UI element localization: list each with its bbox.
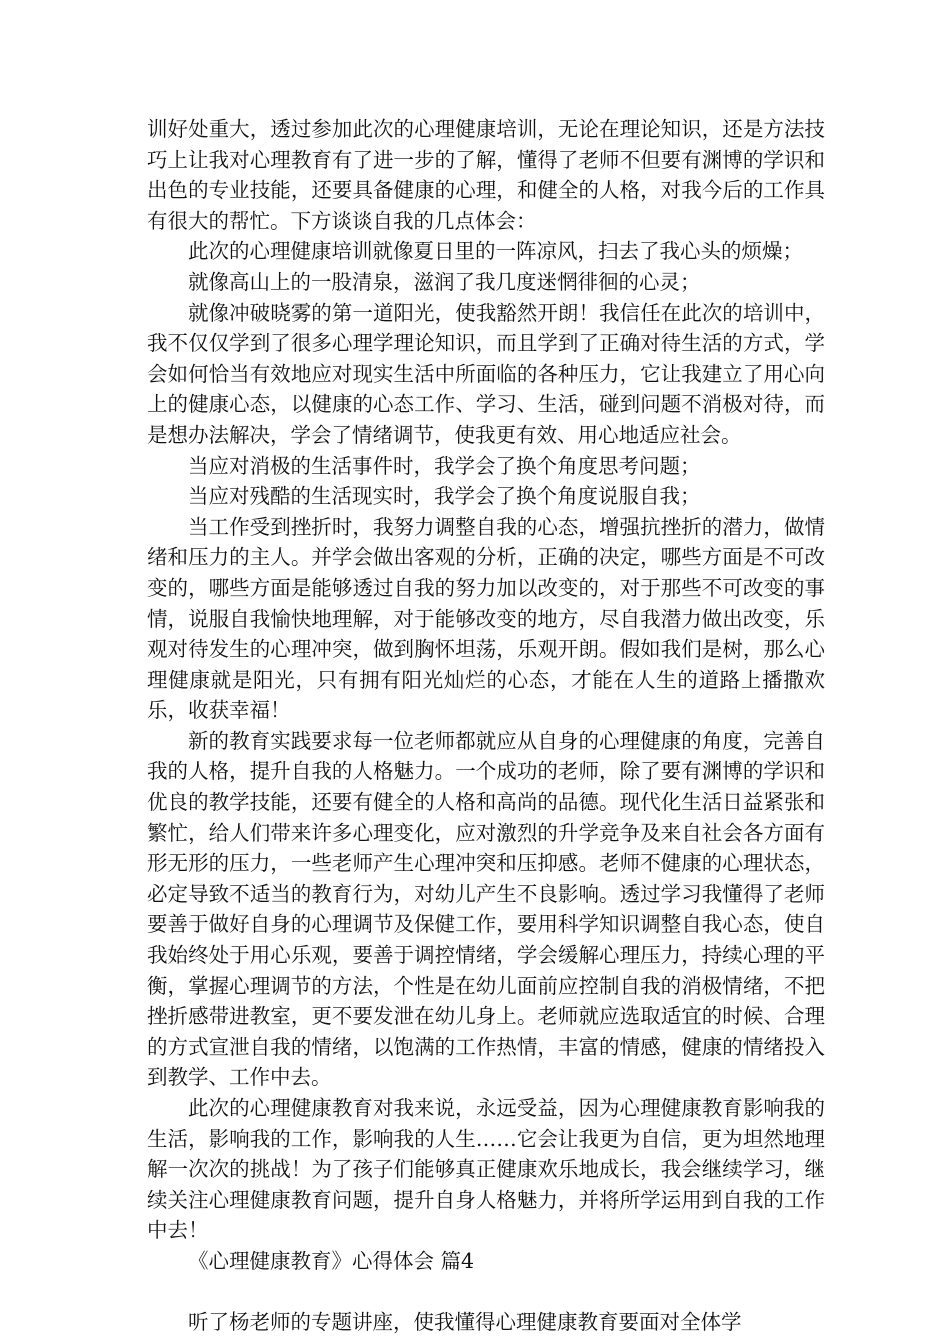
blank-line: [147, 1277, 825, 1308]
paragraph: 当工作受到挫折时，我努力调整自我的心态，增强抗挫折的潜力，做情绪和压力的主人。并学会做出客观的分析，正确的决定，哪些方面是不可改变的，哪些方面是能够透过自我的努力加以改变的，对于那些不可改变的事情，说服自我愉快地理解，对于能够改变的地方，尽自我潜力做出改变，乐观对待发生的心理冲突，做到胸怀坦荡，乐观开朗。假如我们是树，那么心理健康就是阳光，只有拥有阳光灿烂的心态，才能在人生的道路上播撒欢乐，收获幸福！: [147, 514, 825, 723]
paragraph: 就像冲破晓雾的第一道阳光，使我豁然开朗！我信任在此次的培训中，我不仅仅学到了很多心理学理论知识，而且学到了正确对待生活的方式，学会如何恰当有效地应对现实生活中所面临的各种压力，它让我建立了用心向上的健康心态，以健康的心态工作、学习、生活，碰到问题不消极对待，而是想办法解决，学会了情绪调节，使我更有效、用心地适应社会。: [147, 300, 825, 447]
paragraph: 新的教育实践要求每一位老师都就应从自身的心理健康的角度，完善自我的人格，提升自我的人格魅力。一个成功的老师，除了要有渊博的学识和优良的教学技能，还要有健全的人格和高尚的品德。现代化生活日益紧张和繁忙，给人们带来许多心理变化，应对激烈的升学竞争及来自社会各方面有形无形的压力，一些老师产生心理冲突和压抑感。老师不健康的心理状态，必定导致不适当的教育行为，对幼儿产生不良影响。透过学习我懂得了老师要善于做好自身的心理调节及保健工作，要用科学知识调整自我心态，使自我始终处于用心乐观，要善于调控情绪，学会缓解心理压力，持续心理的平衡，掌握心理调节的方法，个性是在幼儿面前应控制自我的消极情绪，不把挫折感带进教室，更不要发泄在幼儿身上。老师就应选取适宜的时候、合理的方式宣泄自我的情绪，以饱满的工作热情，丰富的情感，健康的情绪投入到教学、工作中去。: [147, 728, 825, 1090]
paragraph: 当应对残酷的生活现实时，我学会了换个角度说服自我；: [188, 484, 701, 509]
paragraph: 此次的心理健康教育对我来说，永远受益，因为心理健康教育影响我的生活，影响我的工作，影响我的人生……它会让我更为自信，更为坦然地理解一次次的挑战！为了孩子们能够真正健康欢乐地成长，我会继续学习，继续关注心理健康教育问题，提升自身人格魅力，并将所学运用到自我的工作中去！: [147, 1096, 825, 1243]
document-body: [147, 114, 825, 1338]
section-heading: 《心理健康教育》心得体会 篇4: [188, 1248, 475, 1273]
paragraph: 听了杨老师的专题讲座，使我懂得心理健康教育要面对全体学: [188, 1310, 742, 1335]
paragraph: 当应对消极的生活事件时，我学会了换个角度思考问题；: [188, 453, 701, 478]
paragraph: 此次的心理健康培训就像夏日里的一阵凉风，扫去了我心头的烦燥；: [188, 239, 803, 264]
paragraph-continuation: 训好处重大，透过参加此次的心理健康培训，无论在理论知识，还是方法技巧上让我对心理教育有了进一步的了解，懂得了老师不但要有渊博的学识和出色的专业技能，还要具备健康的心理，和健全的人格，对我今后的工作具有很大的帮忙。下方谈谈自我的几点体会：: [147, 117, 825, 233]
paragraph: 就像高山上的一股清泉，滋润了我几度迷惘徘徊的心灵；: [188, 269, 701, 294]
